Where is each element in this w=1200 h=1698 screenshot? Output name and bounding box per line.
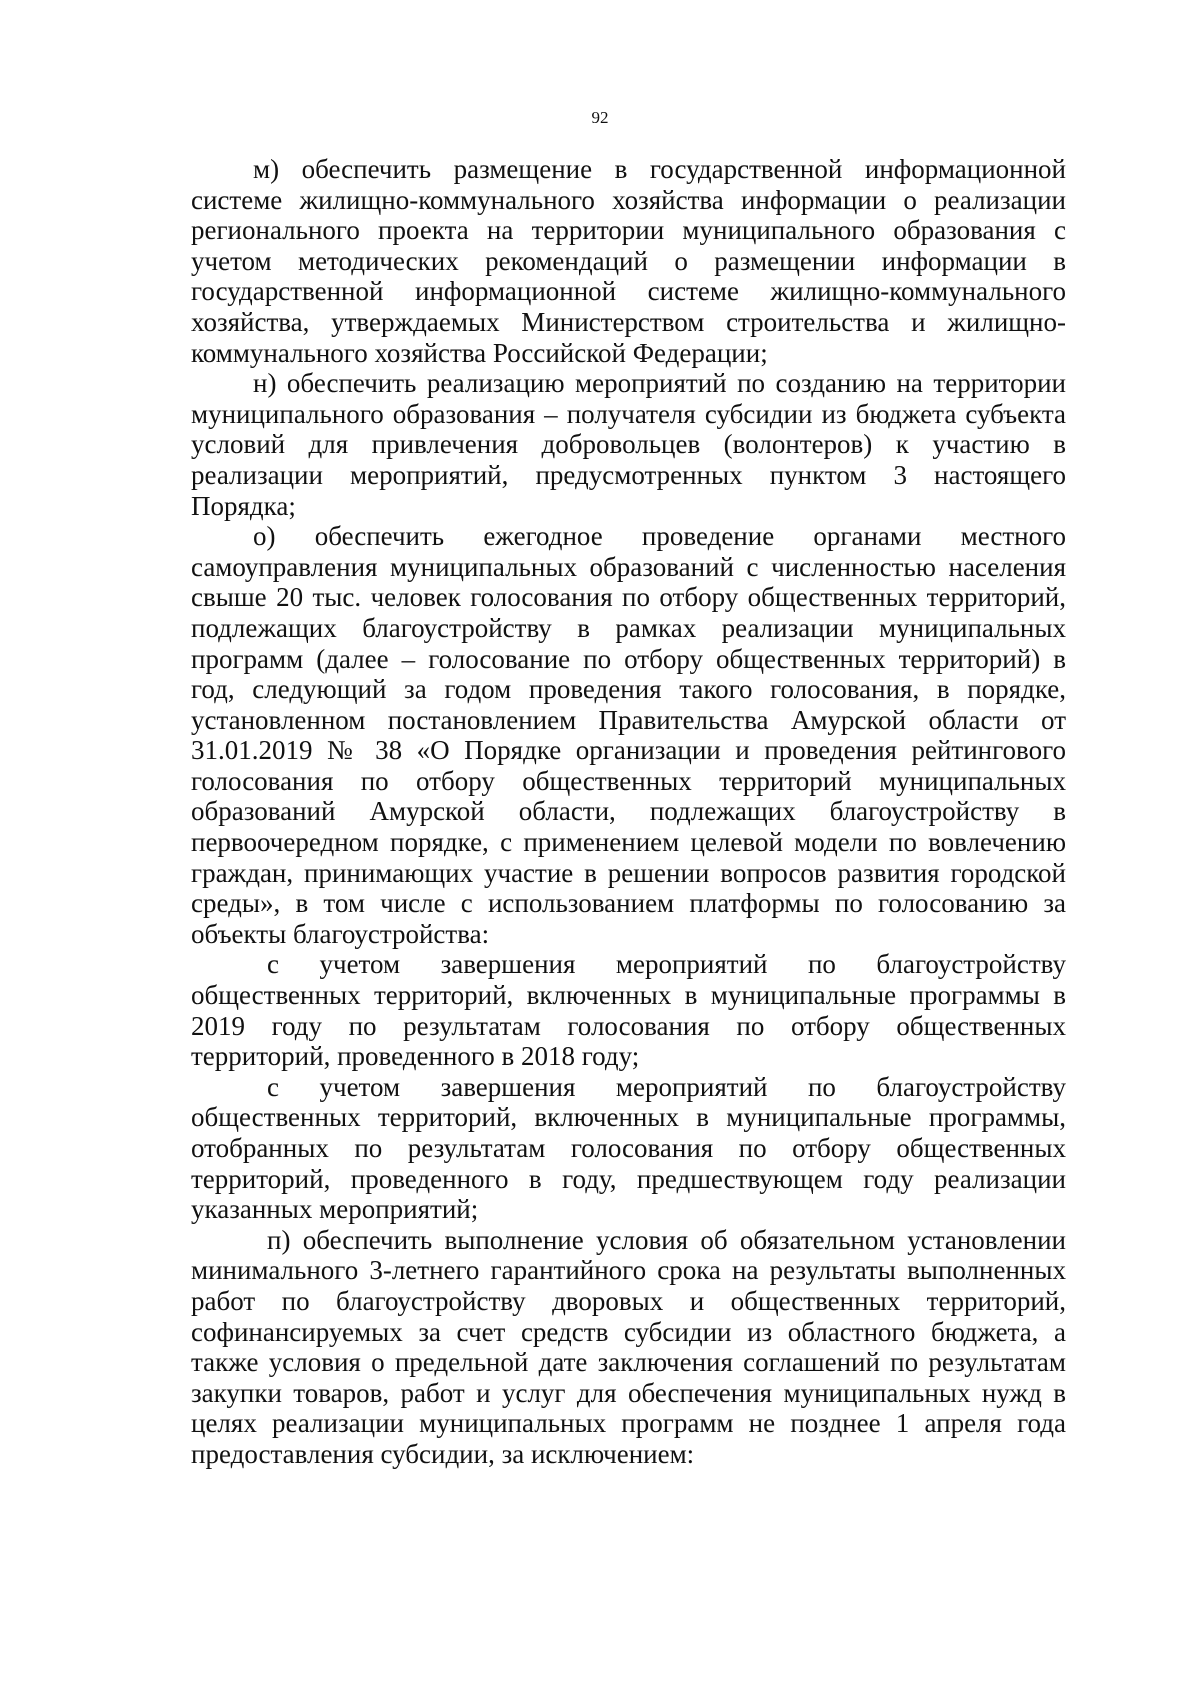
paragraph-o-sub-1: с учетом завершения мероприятий по благоустройству общественных территорий, включенных в муниципальные программы в 2019 году по результатам голосования по отбору общественных территорий, проведенного в 2018 году; bbox=[191, 949, 1066, 1072]
document-body bbox=[191, 154, 1066, 1470]
paragraph-n: н) обеспечить реализацию мероприятий по созданию на территории муниципального образования – получателя субсидии из бюджета субъекта условий для привлечения добровольцев (волонтеров) к участию в реализации мероприятий, предусмотренных пунктом 3 настоящего Порядка; bbox=[191, 368, 1066, 521]
paragraph-p: п) обеспечить выполнение условия об обязательном установлении минимального 3-летнего гарантийного срока на результаты выполненных работ по благоустройству дворовых и общественных территорий, софинансируемых за счет средств субсидии из областного бюджета, а также условия о предельной дате заключения соглашений по результатам закупки товаров, работ и услуг для обеспечения муниципальных нужд в целях реализации муниципальных программ не позднее 1 апреля года предоставления субсидии, за исключением: bbox=[191, 1224, 1066, 1469]
page-number: 92 bbox=[591, 108, 609, 127]
paragraph-m: м) обеспечить размещение в государственной информационной системе жилищно-коммунального хозяйства информации о реализации регионального проекта на территории муниципального образования с учетом методических рекомендаций о размещении информации в государственной информационной системе жилищно-коммунального хозяйства, утверждаемых Министерством строительства и жилищно-коммунального хозяйства Российской Федерации; bbox=[191, 154, 1066, 368]
paragraph-o-sub-2: с учетом завершения мероприятий по благоустройству общественных территорий, включенных в муниципальные программы, отобранных по результатам голосования по отбору общественных территорий, проведенного в году, предшествующем году реализации указанных мероприятий; bbox=[191, 1071, 1066, 1225]
paragraph-o: о) обеспечить ежегодное проведение органами местного самоуправления муниципальных образований с численностью населения свыше 20 тыс. человек голосования по отбору общественных территорий, подлежащих благоустройству в рамках реализации муниципальных программ (далее – голосование по отбору общественных территорий) в год, следующий за годом проведения такого голосования, в порядке, установленном постановлением Правительства Амурской области от 31.01.2019 № 38 «О Порядке организации и проведения рейтингового голосования по отбору общественных территорий муниципальных образований Амурской области, подлежащих благоустройству в первоочередном порядке, с применением целевой модели по вовлечению граждан, принимающих участие в решении вопросов развития городской среды», в том числе с использованием платформы по голосованию за объекты благоустройства: bbox=[191, 521, 1066, 949]
